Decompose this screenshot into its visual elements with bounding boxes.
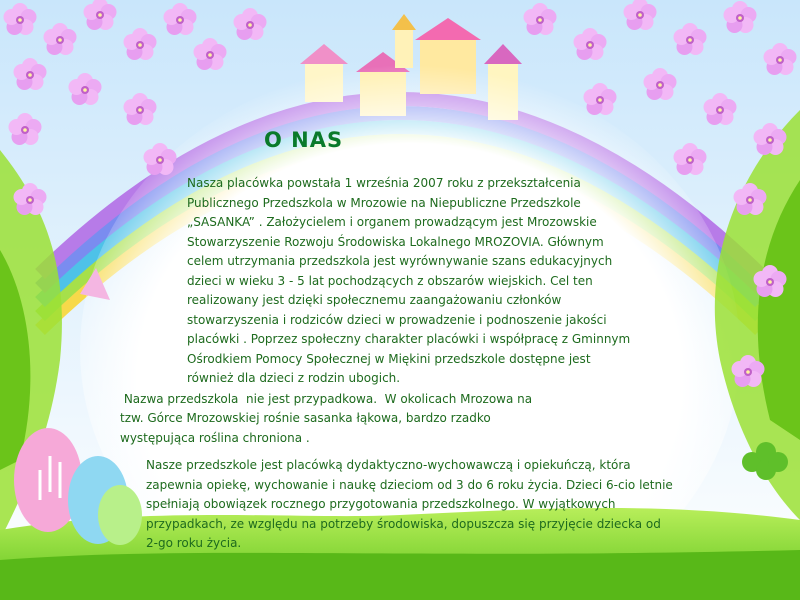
paragraph-1-line-8: stowarzyszenia i rodziców dzieci w prowadzenie i podnoszenie jakości [187, 313, 607, 327]
paragraph-1-line-9: placówki . Poprzez społeczny charakter placówki i współpracę z Gminnym [187, 332, 631, 346]
paragraph-3-line-2: zapewnia opiekę, wychowanie i naukę dzieciom od 3 do 6 roku życia. Dzieci 6-cio letnie [146, 478, 673, 492]
paragraph-1-line-7: realizowany jest dzięki społecznemu zaangażowaniu członków [187, 293, 562, 307]
paragraph-3-line-1: Nasze przedszkole jest placówką dydaktyczno-wychowawczą i opiekuńczą, która [146, 458, 631, 472]
page-title: O NAS [264, 128, 344, 152]
paragraph-1-line-5: celem utrzymania przedszkola jest wyrównywanie szans edukacyjnych [187, 254, 613, 268]
paragraph-3-line-4: przypadkach, ze względu na potrzeby środowiska, dopuszcza się przyjęcie dziecka od [146, 517, 661, 531]
paragraph-3-line-3: spełniają obowiązek rocznego przygotowania przedszkolnego. W wyjątkowych [146, 497, 616, 511]
paragraph-1-line-1: Nasza placówka powstała 1 września 2007 roku z przekształcenia [187, 176, 581, 190]
paragraph-2-line-1: Nazwa przedszkola nie jest przypadkowa. W okolicach Mrozowa na [120, 392, 533, 406]
paragraph-1-line-11: również dla dzieci z rodzin ubogich. [187, 371, 401, 385]
paragraph-1-line-3: „SASANKA” . Założycielem i organem prowadzącym jest Mrozowskie [187, 215, 597, 229]
paragraph-2-line-2: tzw. Górce Mrozowskiej rośnie sasanka łąkowa, bardzo rzadko [120, 411, 491, 425]
paragraph-1-line-2: Publicznego Przedszkola w Mrozowie na Niepubliczne Przedszkole [187, 196, 581, 210]
paragraph-1-line-6: dzieci w wieku 3 - 5 lat pochodzących z obszarów wiejskich. Cel ten [187, 274, 593, 288]
paragraph-1-line-4: Stowarzyszenie Rozwoju Środowiska Lokalnego MROZOVIA. Głównym [187, 235, 604, 249]
paragraph-2-line-3: występująca roślina chroniona . [120, 431, 310, 445]
paragraph-1-line-10: Ośrodkiem Pomocy Społecznej w Miękini przedszkole dostępne jest [187, 352, 591, 366]
paragraph-3-line-5: 2-go roku życia. [146, 536, 242, 550]
